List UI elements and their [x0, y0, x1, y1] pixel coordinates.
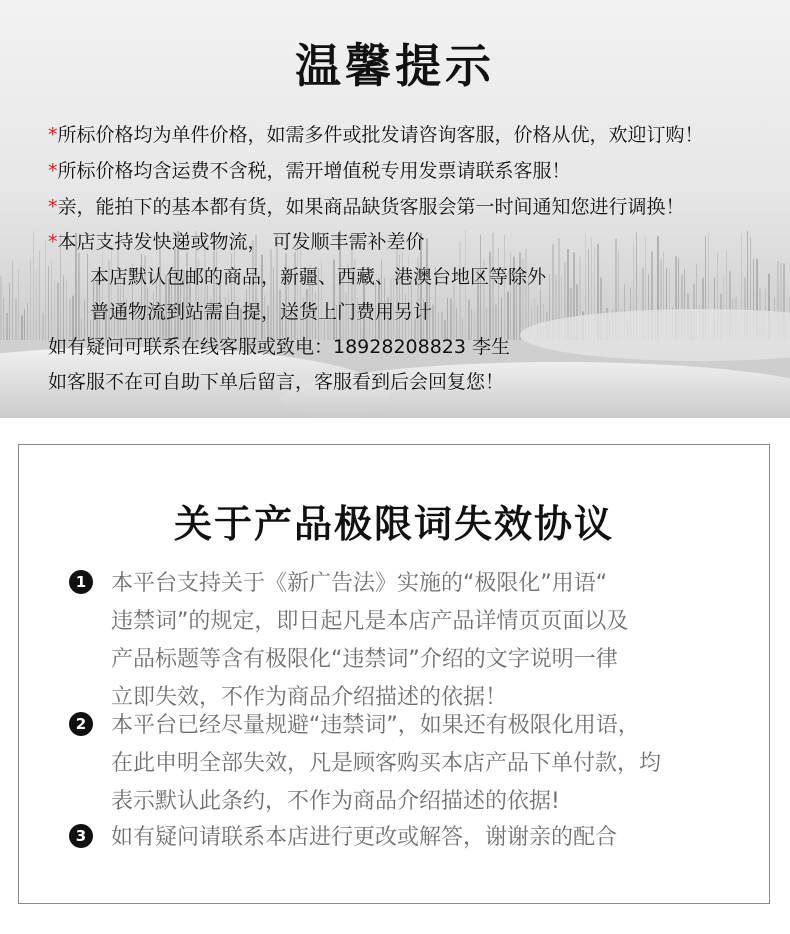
- notice-line: 如客服不在可自助下单后留言，客服看到后会回复您！: [48, 371, 505, 393]
- number-badge: 1: [69, 570, 93, 594]
- agreement-item-text: 本平台已经尽量规避“违禁词”，如果还有极限化用语， 在此申明全部失效，凡是顾客购买本店产品下单付款，均 表示默认此条约，不作为商品介绍描述的依据!: [111, 713, 662, 814]
- number-badge: 2: [69, 712, 93, 736]
- agreement-item-text: 本平台支持关于《新广告法》实施的“极限化”用语“ 违禁词”的规定，即日起凡是本店产品详情页页面以及 产品标题等含有极限化“违禁词”介绍的文字说明一律 立即失效，不作为商品介绍描述的依据！: [111, 571, 629, 710]
- agreement-item-text: 如有疑问请联系本店进行更改或解答，谢谢亲的配合: [111, 825, 618, 850]
- notice-line: *所标价格均为单件价格，如需多件或批发请咨询客服，价格从优，欢迎订购！: [48, 124, 704, 146]
- page-title: 温馨提示: [295, 39, 495, 93]
- notice-line: *所标价格均含运费不含税，需开增值税专用发票请联系客服！: [48, 160, 571, 182]
- notice-line: 如有疑问可联系在线客服或致电：18928208823 李生: [48, 336, 511, 358]
- agreement-box: [18, 444, 770, 904]
- notice-line: 本店默认包邮的商品，新疆、西藏、港澳台地区等除外: [90, 266, 547, 288]
- number-badge: 3: [69, 824, 93, 848]
- agreement-title: 关于产品极限词失效协议: [173, 502, 614, 546]
- notice-banner: [0, 0, 790, 418]
- notice-line: 普通物流到站需自提，送货上门费用另计: [90, 301, 433, 323]
- notice-line: *亲，能拍下的基本都有货，如果商品缺货客服会第一时间通知您进行调换！: [48, 196, 685, 218]
- notice-line: *本店支持发快递或物流， 可发顺丰需补差价: [48, 231, 425, 253]
